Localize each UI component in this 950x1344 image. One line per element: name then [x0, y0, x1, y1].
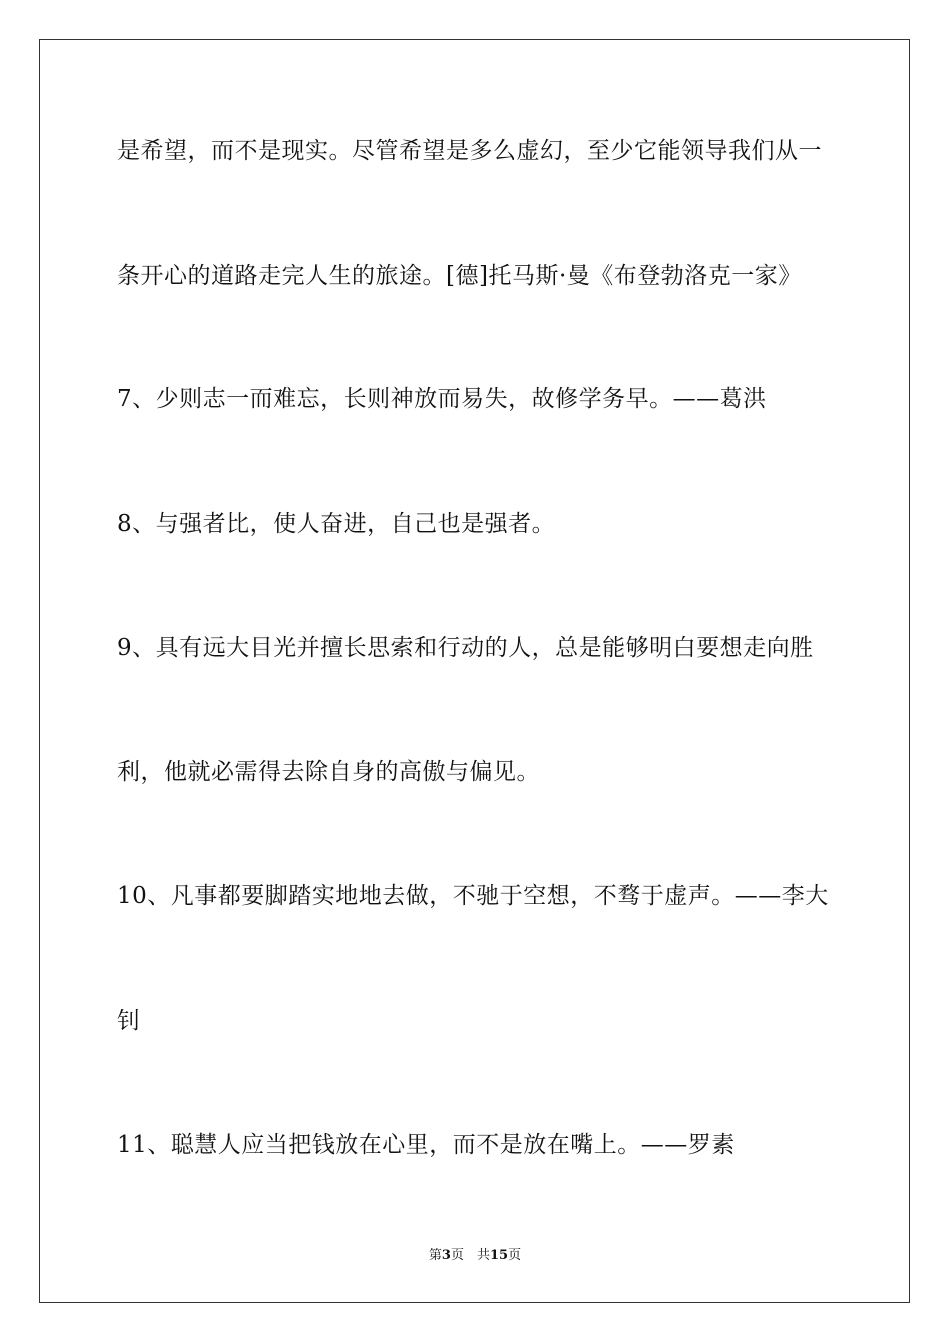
text-line: 利，他就必需得去除自身的高傲与偏见。: [117, 759, 540, 785]
current-page-number: 3: [441, 1248, 451, 1263]
text-line: 7、少则志一而难忘，长则神放而易失，故修学务早。——葛洪: [117, 386, 767, 412]
footer-suffix: 页: [508, 1248, 522, 1263]
text-line: 10、凡事都要脚踏实地地去做，不驰于空想，不骛于虚声。——李大: [117, 883, 829, 909]
text-line: 是希望，而不是现实。尽管希望是多么虚幻，至少它能领导我们从一: [117, 138, 822, 164]
text-line: 9、具有远大目光并擅长思索和行动的人，总是能够明白要想走向胜: [117, 635, 814, 661]
footer-mid: 页 共: [450, 1248, 490, 1263]
text-line: 11、聪慧人应当把钱放在心里，而不是放在嘴上。——罗素: [117, 1132, 735, 1158]
page-border: [39, 39, 910, 1303]
text-line: 条开心的道路走完人生的旅途。[德]托马斯·曼《布登勃洛克一家》: [117, 263, 802, 289]
text-line: 8、与强者比，使人奋进，自己也是强者。: [117, 511, 556, 537]
page-footer: [0, 1247, 950, 1265]
total-pages-number: 15: [489, 1248, 509, 1263]
text-line: 钊: [117, 1008, 141, 1034]
footer-prefix: 第: [428, 1248, 442, 1263]
